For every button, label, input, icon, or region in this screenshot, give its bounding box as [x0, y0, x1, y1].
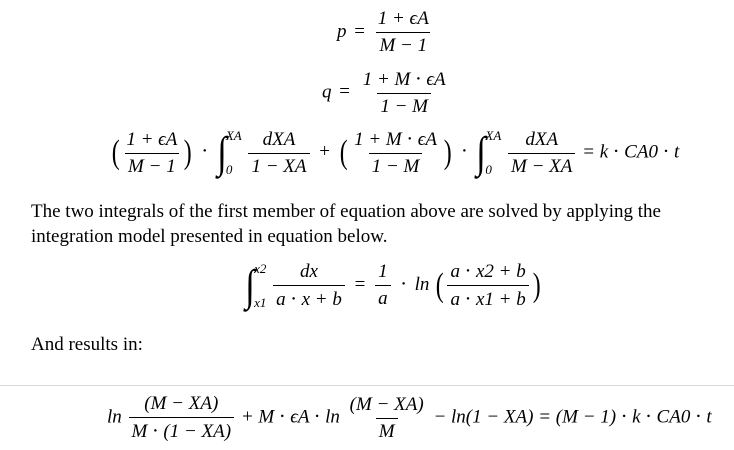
q-denominator: 1 − M — [377, 93, 431, 118]
right-paren: ) — [184, 134, 193, 171]
model-denominator: a ⋅ x + b — [273, 285, 345, 311]
int1-upper-limit: XA — [225, 128, 242, 143]
integral-sign: ∫ — [216, 128, 227, 177]
integral-2 — [475, 128, 501, 178]
result-term2-denominator: M — [376, 418, 398, 443]
int1-fraction — [248, 129, 309, 178]
coef1-fraction — [123, 129, 180, 178]
coef1-denominator: M − 1 — [125, 153, 179, 178]
result-log1: ln — [107, 406, 122, 428]
result-term1-fraction — [129, 393, 235, 443]
p-numerator: 1 + ϵA — [377, 8, 429, 29]
model-numerator: dx — [300, 260, 318, 282]
results-intro: And results in: — [31, 334, 143, 355]
int1-numerator: dXA — [262, 128, 296, 150]
result-term2-fraction — [347, 394, 427, 443]
model-coef-fraction — [375, 261, 391, 310]
section-divider — [0, 385, 734, 386]
int1-denominator: 1 − XA — [248, 153, 309, 178]
model-coef-denominator: a — [375, 285, 391, 310]
equation-q-definition: q = $\frac{1 + M \cdot \epsilon A}{1 - M}$ — [322, 68, 451, 118]
right-paren: ) — [443, 134, 452, 171]
model-log: ln — [414, 273, 430, 295]
int2-upper-limit: XA — [485, 128, 502, 143]
coef2-fraction — [351, 128, 440, 178]
equation-main-integral: ( $\frac{1 + \epsilon A}{M - 1}$ ) ⋅ ∫ XA 0 $\frac{\text{dXA}}{1 - XA}$ + ( $\frac{1 + M \cdot \epsilon A}{1 - M}$ ) ⋅ ∫ XA 0 $\frac{\text{dXA}}{M - XA}$ = k ⋅ CA0 ⋅ t — [111, 128, 680, 177]
int2-lower-limit: 0 — [485, 162, 492, 177]
model-coef-numerator: 1 — [378, 261, 388, 282]
model-fraction — [273, 261, 345, 311]
int1-lower-limit: 0 — [225, 162, 233, 177]
integral-sign: ∫ — [476, 128, 487, 177]
model-lower-limit: x1 — [254, 294, 267, 310]
integral-sign: ∫ — [245, 260, 255, 310]
right-paren: ) — [532, 266, 541, 304]
equation-result — [107, 393, 712, 443]
q-lhs: q — [322, 81, 332, 103]
int2-numerator: dXA — [525, 128, 559, 150]
integral-1 — [216, 128, 242, 178]
result-term1-denominator: M ⋅ (1 − XA) — [129, 417, 235, 443]
left-paren: ( — [111, 134, 120, 171]
equation-p-definition: p = $\frac{1 + \epsilon A}{M - 1}$ — [337, 8, 434, 57]
int2-denominator: M − XA — [508, 153, 575, 178]
p-denominator: M − 1 — [376, 32, 430, 57]
equation-integration-model: ∫ x2 x1 $\frac{dx}{a \cdot x + b}$ = $\frac{1}{a}$ ⋅ ln ( $\frac{a \cdot x2 + b}{a \cdot x1 + b}$ ) — [245, 260, 541, 310]
coef2-numerator: 1 + M ⋅ ϵA — [354, 129, 437, 150]
p-lhs: p — [337, 20, 347, 42]
integral-model — [244, 261, 266, 311]
p-fraction — [375, 8, 432, 57]
left-paren: ( — [339, 134, 348, 171]
q-fraction — [360, 68, 449, 118]
body-paragraph: The two integrals of the first member of equation above are solved by applying the integration model presented in equation below. — [31, 201, 661, 247]
result-tail: − ln(1 − XA) = (M − 1) ⋅ k ⋅ CA0 ⋅ t — [433, 406, 712, 428]
result-term1-numerator: (M − XA) — [144, 393, 219, 414]
left-paren: ( — [435, 266, 444, 304]
model-arg-denominator: a ⋅ x1 + b — [447, 285, 528, 311]
result-term2-numerator: (M − XA) — [349, 393, 424, 415]
main-rhs: = k ⋅ CA0 ⋅ t — [582, 141, 680, 163]
model-arg-numerator: a ⋅ x2 + b — [450, 261, 526, 282]
model-arg-fraction — [447, 260, 528, 311]
coef2-denominator: 1 − M — [369, 153, 423, 178]
int2-fraction — [508, 129, 575, 178]
result-mid: + M ⋅ ϵA ⋅ ln — [240, 406, 340, 428]
q-numerator: 1 + M ⋅ ϵA — [362, 69, 446, 90]
coef1-numerator: 1 + ϵA — [126, 128, 178, 150]
model-upper-limit: x2 — [254, 260, 267, 276]
